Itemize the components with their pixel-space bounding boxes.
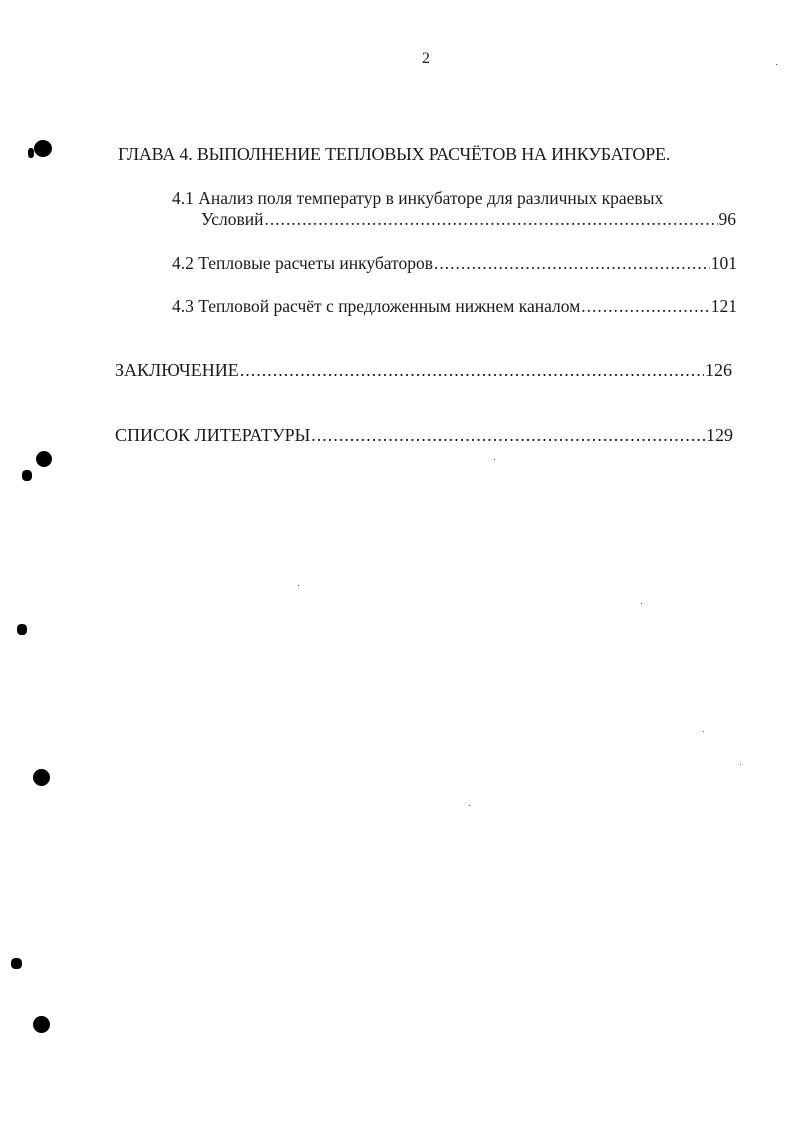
punch-hole-mark xyxy=(22,470,32,481)
toc-leader-dots xyxy=(311,425,705,446)
scan-speck xyxy=(776,64,777,65)
page-number: 2 xyxy=(422,50,430,67)
punch-hole-mark xyxy=(17,624,27,635)
toc-page-number: 96 xyxy=(718,209,736,229)
toc-page-number: 121 xyxy=(710,296,737,316)
scan-speck xyxy=(494,459,495,460)
toc-page-number: 129 xyxy=(706,425,733,445)
toc-entry-references xyxy=(115,425,733,446)
toc-entry-title: СПИСОК ЛИТЕРАТУРЫ xyxy=(115,425,311,445)
toc-entry-4-1-line1: 4.1 Анализ поля температур в инкубаторе для различных краевых xyxy=(172,188,664,208)
toc-leader-dots xyxy=(265,209,718,230)
toc-entry-title: 4.3 Тепловой расчёт с предложенным нижнем каналом xyxy=(172,296,581,316)
punch-hole-mark xyxy=(34,140,52,157)
toc-entry-title: 4.2 Тепловые расчеты инкубаторов xyxy=(172,253,433,273)
toc-entry-title: Условий xyxy=(201,209,264,229)
toc-entry-conclusion xyxy=(115,360,732,381)
toc-leader-dots xyxy=(581,296,709,317)
toc-entry-4-1 xyxy=(201,209,736,230)
toc-page-number: 126 xyxy=(705,360,732,380)
toc-leader-dots xyxy=(240,360,704,381)
toc-entry-4-2 xyxy=(172,253,737,274)
punch-hole-mark xyxy=(28,148,34,158)
scan-speck xyxy=(641,603,642,604)
toc-leader-dots xyxy=(434,253,710,274)
punch-hole-mark xyxy=(33,1016,50,1033)
scan-speck xyxy=(703,731,704,732)
scan-speck xyxy=(298,585,299,586)
toc-page-number: 101 xyxy=(710,253,737,273)
scan-speck xyxy=(469,805,470,806)
punch-hole-mark xyxy=(33,769,50,786)
toc-entry-title: ЗАКЛЮЧЕНИЕ xyxy=(115,360,239,380)
punch-hole-mark xyxy=(11,958,22,969)
scan-speck xyxy=(740,764,741,765)
chapter-heading: ГЛАВА 4. ВЫПОЛНЕНИЕ ТЕПЛОВЫХ РАСЧЁТОВ НА ИНКУБАТОРЕ. xyxy=(118,144,671,164)
punch-hole-mark xyxy=(36,451,52,467)
toc-entry-4-3 xyxy=(172,296,737,317)
